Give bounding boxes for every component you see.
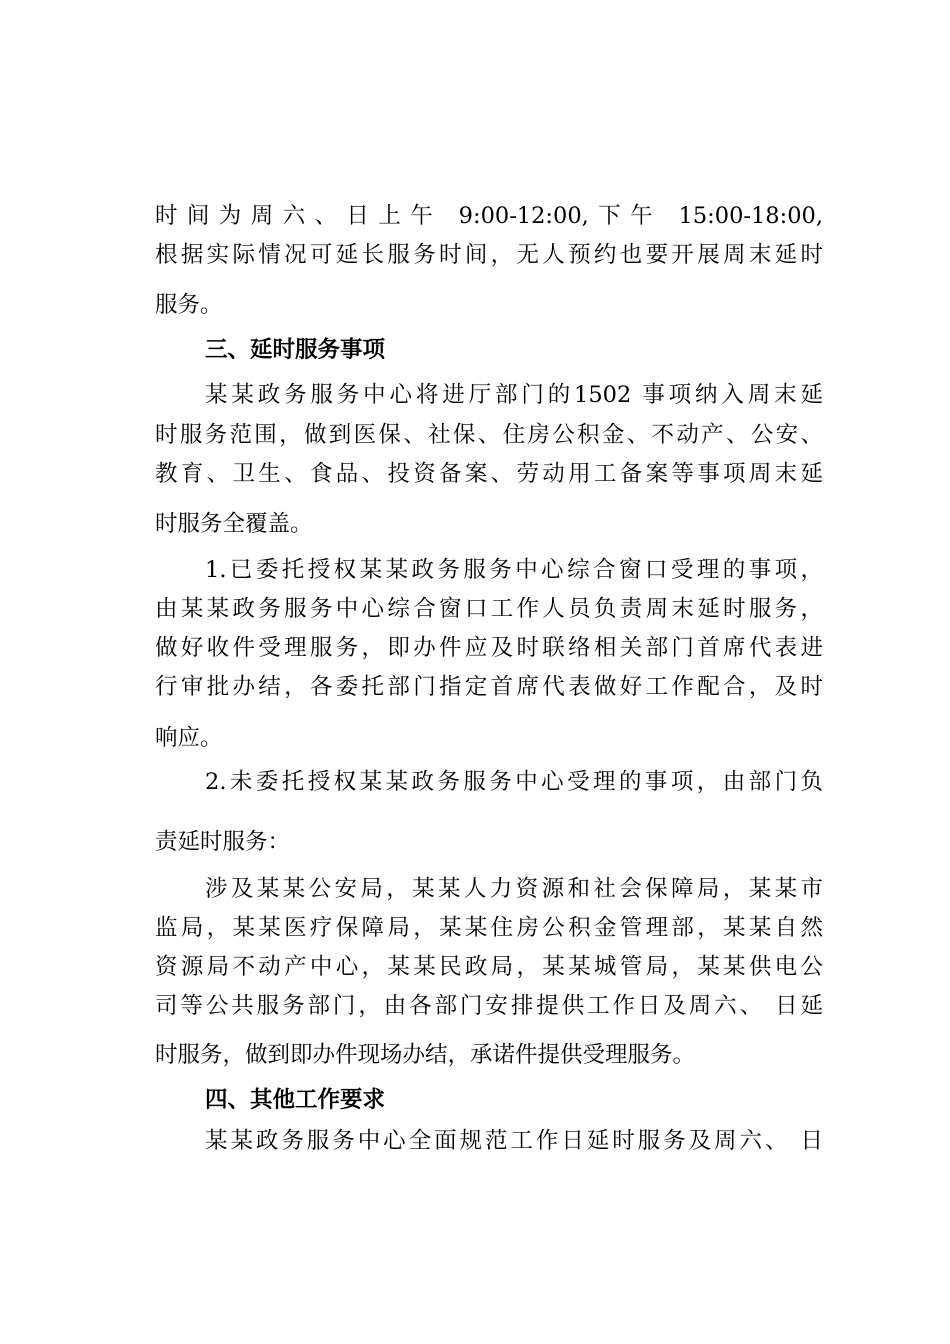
paragraph-line: 做好收件受理服务，即办件应及时联络相关部门首席代表进 [155,635,823,661]
section-heading-4: 四、其他工作要求 [205,1087,386,1113]
paragraph-line: 根据实际情况可延长服务时间，无人预约也要开展周末延时 [155,242,823,268]
paragraph-line: 响应。 [155,725,223,751]
paragraph-line: 资源局不动产中心，某某民政局，某某城管局，某某供电公 [155,954,823,980]
paragraph-line: 时服务全覆盖。 [155,511,313,537]
paragraph-line: 2.未委托授权某某政务服务中心受理的事项，由部门负 [205,769,823,795]
paragraph-line: 服务。 [155,292,223,318]
section-heading-3: 三、延时服务事项 [205,337,386,363]
paragraph-line: 监局，某某医疗保障局，某某住房公积金管理部，某某自然 [155,915,823,941]
paragraph-line: 某某政务服务中心将进厅部门的1502 事项纳入周末延 [205,382,823,408]
paragraph-line: 1.已委托授权某某政务服务中心综合窗口受理的事项， [205,557,823,583]
paragraph-line: 行审批办结，各委托部门指定首席代表做好工作配合，及时 [155,674,823,700]
paragraph-line: 时服务，做到即办件现场办结，承诺件提供受理服务。 [155,1042,696,1068]
paragraph-line: 涉及某某公安局，某某人力资源和社会保障局，某某市 [205,876,823,902]
paragraph-line: 时间为周六、日上午 9:00-12:00,下午 15:00-18:00, [155,203,823,229]
paragraph-line: 某某政务服务中心全面规范工作日延时服务及周六、 日 [205,1128,823,1154]
paragraph-line: 责延时服务： [155,829,291,855]
paragraph-line: 时服务范围，做到医保、社保、住房公积金、不动产、公安、 [155,422,823,448]
paragraph-line: 由某某政务服务中心综合窗口工作人员负责周末延时服务， [155,596,823,622]
paragraph-line: 教育、卫生、食品、投资备案、劳动用工备案等事项周末延 [155,461,823,487]
paragraph-line: 司等公共服务部门，由各部门安排提供工作日及周六、 日延 [155,993,823,1019]
